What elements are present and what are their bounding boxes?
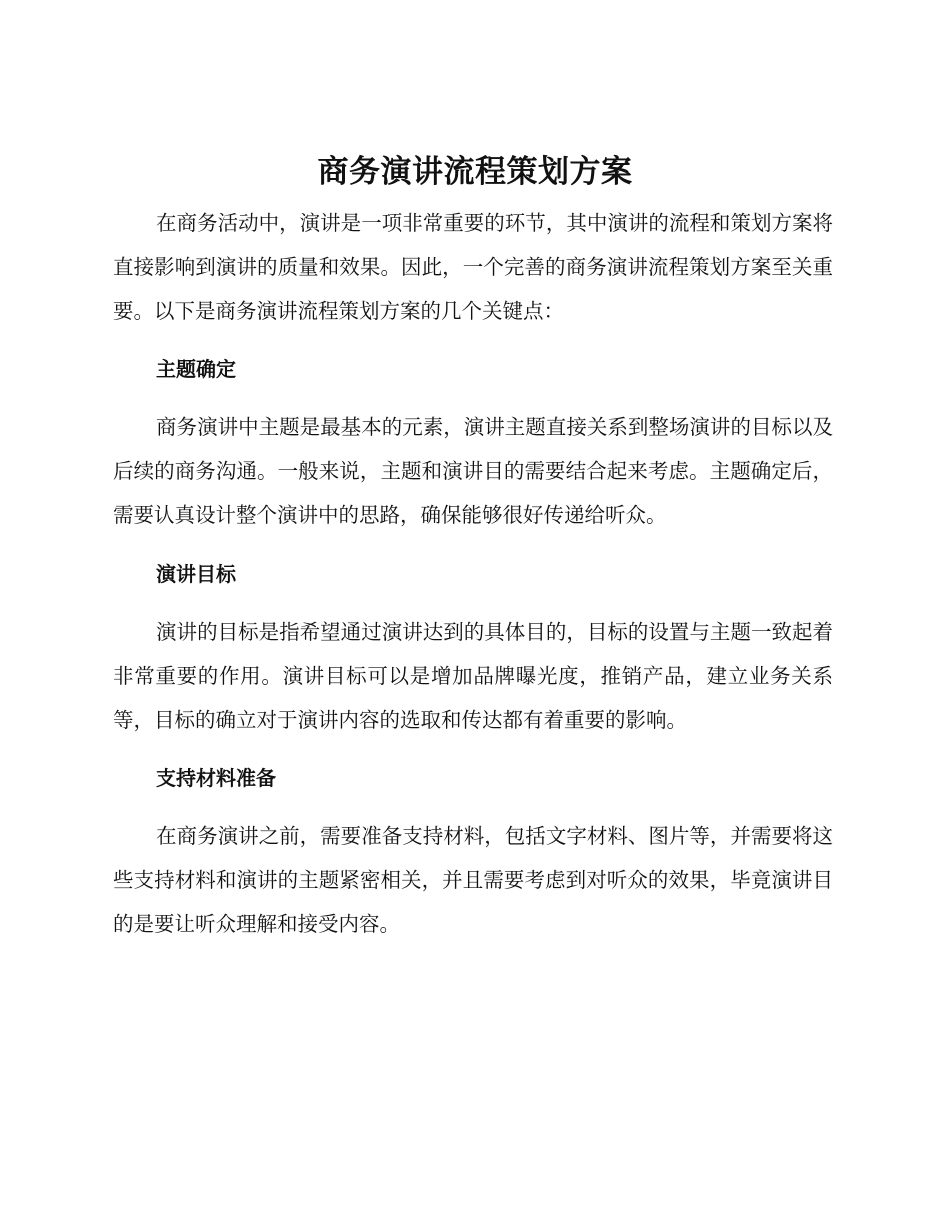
section-body-goal: 演讲的目标是指希望通过演讲达到的具体目的，目标的设置与主题一致起着非常重要的作用。演讲目标可以是增加品牌曝光度，推销产品，建立业务关系等，目标的确立对于演讲内容的选取和传达都有着重要的影响。	[113, 620, 833, 732]
section-body-topic: 商务演讲中主题是最基本的元素，演讲主题直接关系到整场演讲的目标以及后续的商务沟通。一般来说，主题和演讲目的需要结合起来考虑。主题确定后，需要认真设计整个演讲中的思路，确保能够很好传递给听众。	[113, 415, 833, 527]
section-body-materials: 在商务演讲之前，需要准备支持材料，包括文字材料、图片等，并需要将这些支持材料和演讲的主题紧密相关，并且需要考虑到对听众的效果，毕竟演讲目的是要让听众理解和接受内容。	[113, 824, 833, 936]
section-heading-goal: 演讲目标	[156, 562, 236, 586]
intro-paragraph: 在商务活动中，演讲是一项非常重要的环节，其中演讲的流程和策划方案将直接影响到演讲的质量和效果。因此，一个完善的商务演讲流程策划方案至关重要。以下是商务演讲流程策划方案的几个关键点：	[113, 211, 833, 323]
section-heading-materials: 支持材料准备	[156, 766, 276, 790]
section-heading-topic: 主题确定	[156, 357, 236, 381]
document-title: 商务演讲流程策划方案	[317, 154, 633, 190]
